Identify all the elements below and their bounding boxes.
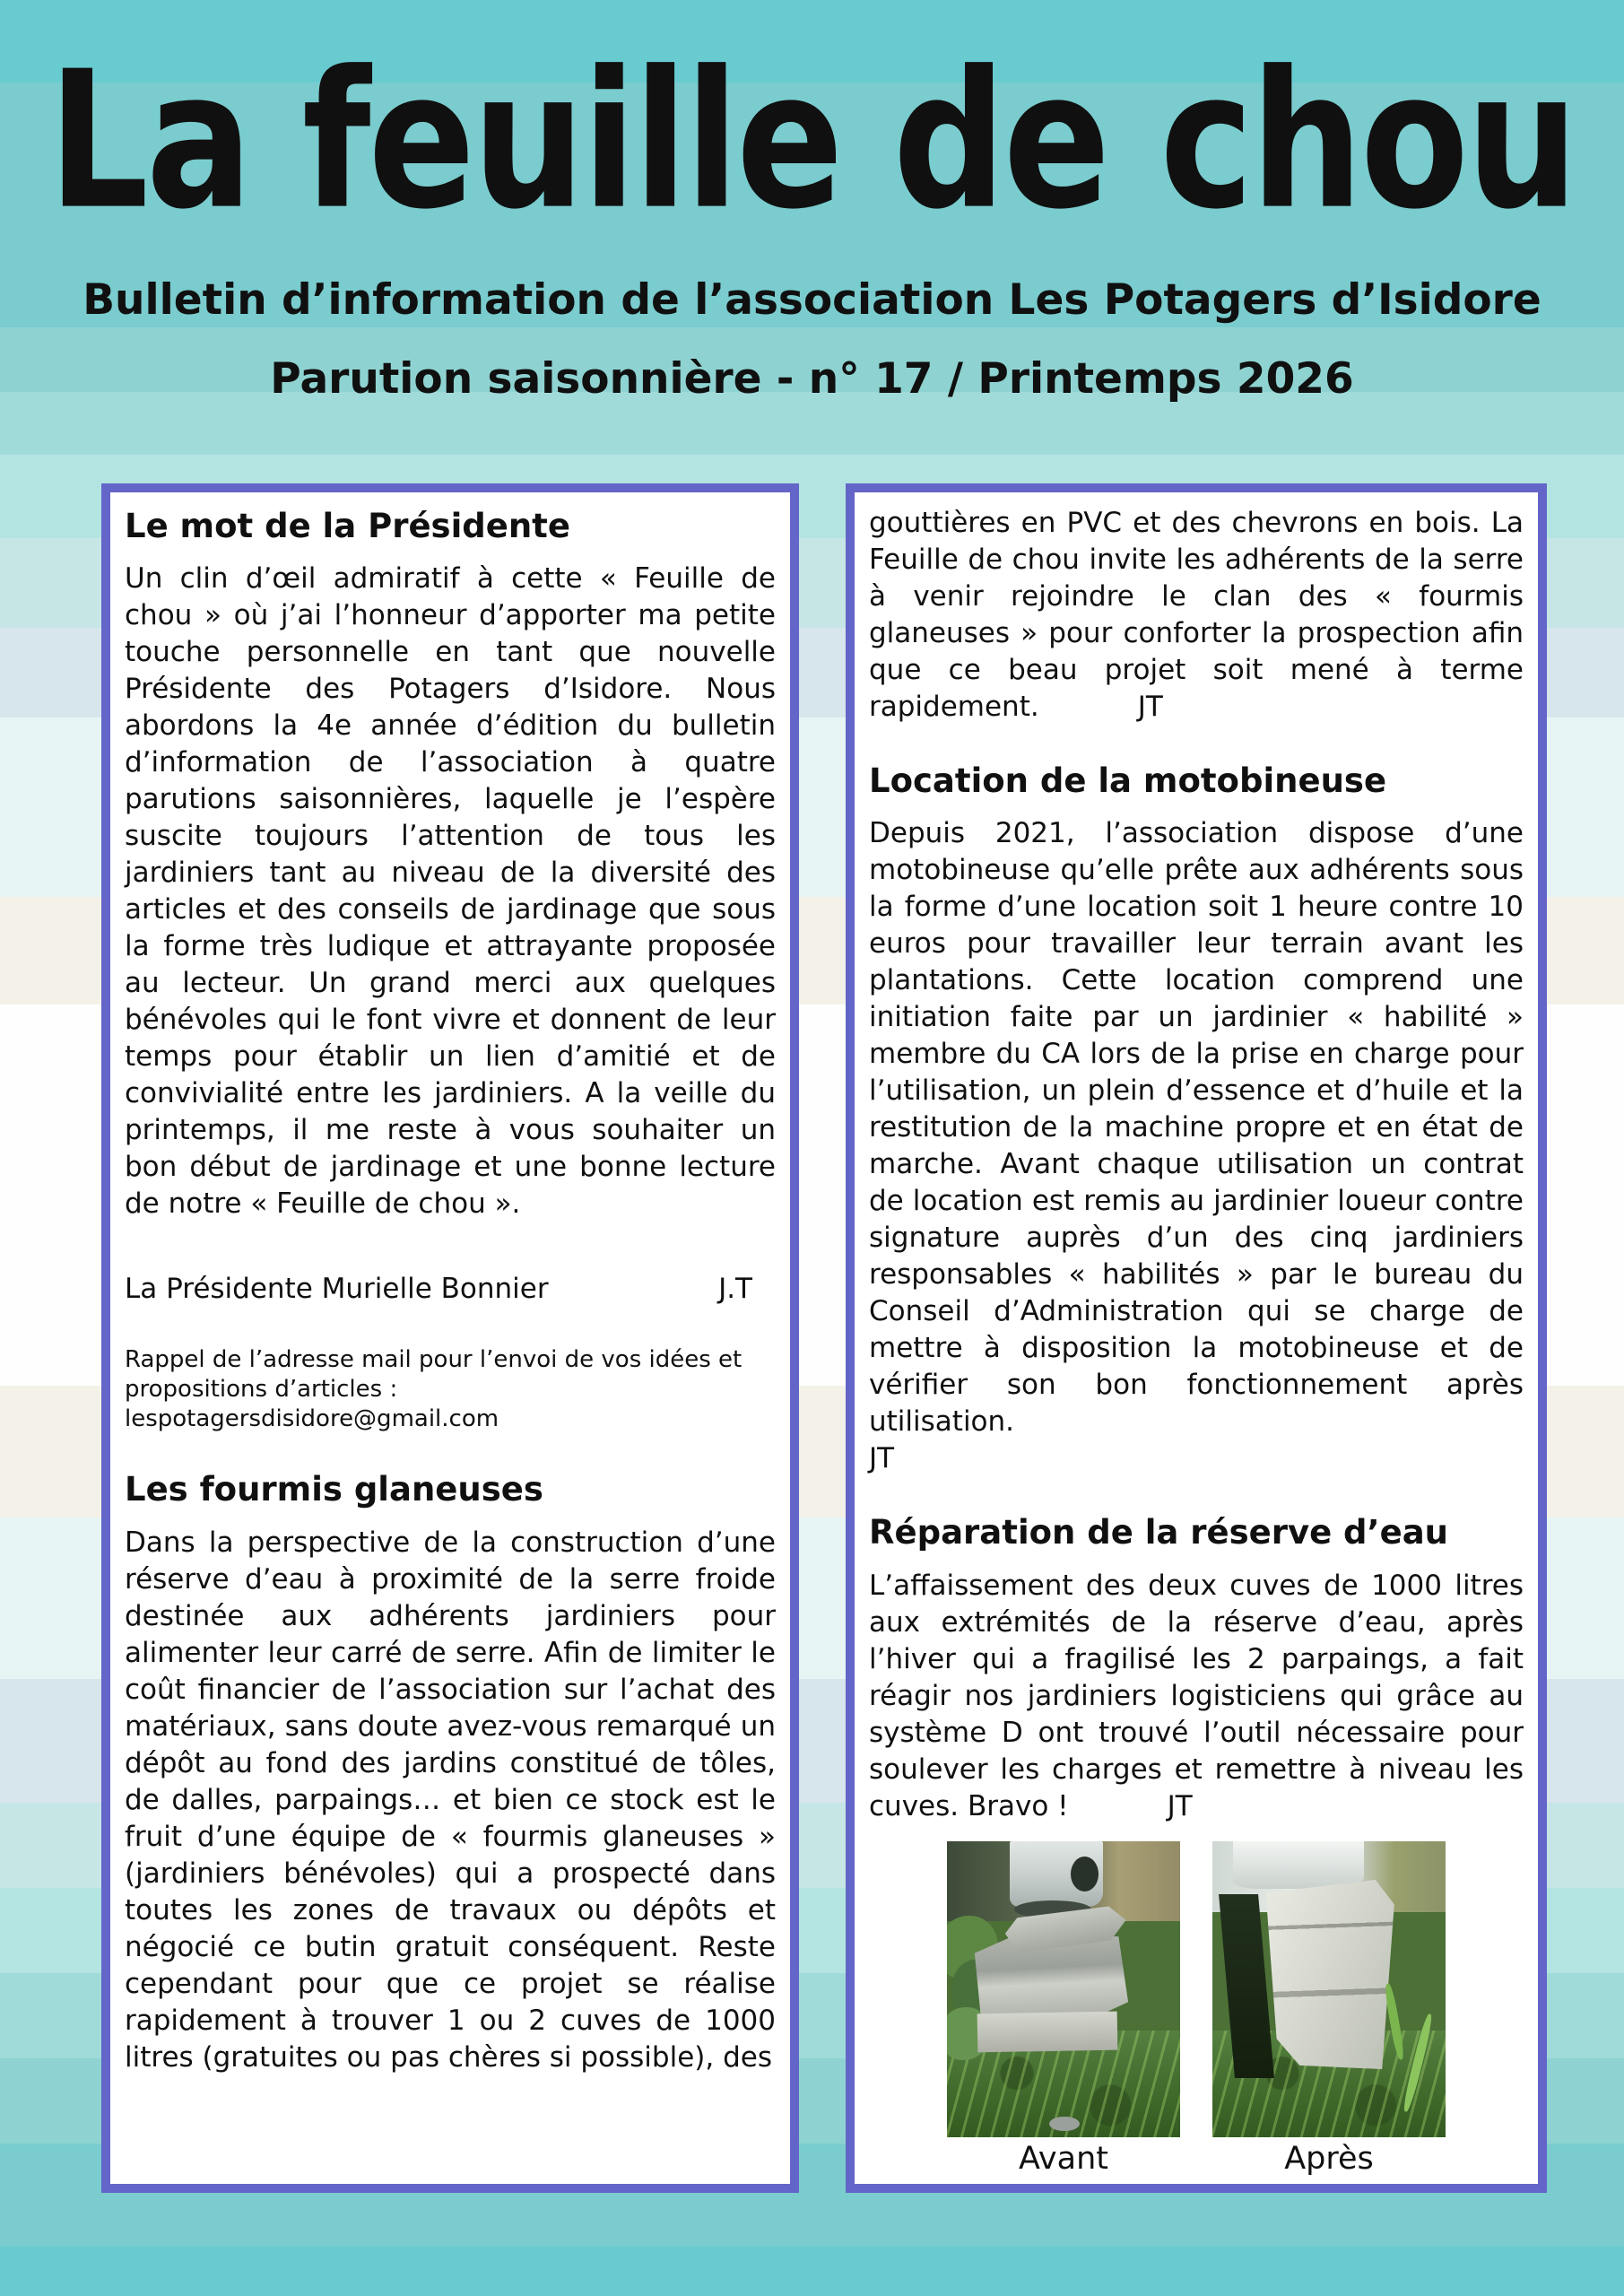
- body-reparation-reserve: [869, 1568, 1524, 1825]
- figure-after: [1212, 1841, 1446, 2177]
- author-initials: JT: [1137, 691, 1163, 723]
- heading-location-motobineuse: Location de la motobineuse: [869, 761, 1387, 800]
- water-tank-shape: [1233, 1841, 1364, 1889]
- signature-row: [125, 1271, 776, 1308]
- signature-initials: J.T: [718, 1273, 752, 1306]
- heading-reparation-reserve: Réparation de la réserve d’eau: [869, 1513, 1449, 1552]
- body-fourmis-continuation: [869, 505, 1524, 726]
- tank-hole-shape: [1071, 1857, 1099, 1892]
- author-initials: JT: [869, 1442, 895, 1475]
- subtitle-line2: Parution saisonnière - n° 17 / Printemps 2026: [270, 354, 1354, 404]
- body-mot-presidente: Un clin d’œil admiratif à cette « Feuille de chou » où j’ai l’honneur d’apporter ma petite touche personnelle en tant que nouvelle Présidente des Potagers d’Isidore. Nous abordons la 4e année d’édition du bulletin d’information de l’association à quatre parutions saisonnières, laquelle je l’espère suscite toujours l’attention de tous les jardiniers tant au niveau de la diversité des articles et des conseils de jardinage que sous la forme très ludique et attrayante proposée au lecteur. Un grand merci aux quelques bénévoles qui le font vivre et donnent de leur temps pour établir un lien d’amitié et de convivialité entre les jardiniers. A la veille du printemps, il me reste à vous souhaiter un bon début de jardinage et une bonne lecture de notre « Feuille de chou ».: [125, 562, 776, 1221]
- heading-fourmis-glaneuses: Les fourmis glaneuses: [125, 1470, 543, 1509]
- broken-block-shape: [977, 2012, 1117, 2053]
- photo-before-broken-blocks: [947, 1841, 1180, 2137]
- subtitle-line1: Bulletin d’information de l’association Les Potagers d’Isidore: [83, 275, 1541, 325]
- block-stack-shape: [1259, 1880, 1394, 2069]
- left-column-panel: [101, 483, 799, 2193]
- continuation-text: gouttières en PVC et des chevrons en bois. La Feuille de chou invite les adhérents de la serre à venir rejoindre le clan des « fourmis glaneuses » pour conforter la prospection afin que ce beau projet soit mené à terme rapidement.: [869, 507, 1524, 723]
- photos-row: [869, 1836, 1524, 2177]
- newsletter-title: La feuille de chou: [48, 30, 1576, 251]
- right-column-panel: [846, 483, 1547, 2193]
- caption-before: Avant: [1019, 2141, 1108, 2177]
- author-initials: JT: [1167, 1789, 1193, 1822]
- caption-after: Après: [1284, 2141, 1374, 2177]
- heading-mot-presidente: Le mot de la Présidente: [125, 507, 570, 545]
- bg-stripe: [0, 2247, 1624, 2296]
- email-address: lespotagersdisidore@gmail.com: [125, 1405, 499, 1433]
- figure-before: [947, 1841, 1180, 2177]
- reparation-text: L’affaissement des deux cuves de 1000 litres aux extrémités de la réserve d’eau, après l’hiver qui a fragilisé les 2 parpaings, a fait réagir nos jardiniers logisticiens qui grâce au système D ont trouvé l’outil nécessaire pour soulever les charges et remettre à niveau les cuves. Bravo !: [869, 1569, 1524, 1822]
- body-location-motobineuse: Depuis 2021, l’association dispose d’une motobineuse qu’elle prête aux adhérents sous la forme d’une location soit 1 heure contre 10 euros pour travailler leur terrain avant les plantations. Cette location comprend une initiation faite par un jardinier « habilité » membre du CA lors de la prise en charge pour l’utilisation, un plein d’essence et d’huile et la restitution de la machine propre et en état de marche. Avant chaque utilisation un contrat de location est remis au jardinier loueur contre signature auprès d’un des cinq jardiniers responsables « habilités » par le bureau du Conseil d’Administration qui se charge de mettre à disposition la motobineuse et de vérifier son bon fonctionnement après utilisation.: [869, 817, 1524, 1439]
- mail-reminder-note: [125, 1345, 776, 1434]
- columns: [101, 483, 1547, 2193]
- body-fourmis-glaneuses: Dans la perspective de la construction d’une réserve d’eau à proximité de la serre froide destinée aux adhérents jardiniers pour alimenter leur carré de serre. Afin de limiter le coût financier de l’association sur l’achat des matériaux, sans doute avez-vous remarqué un dépôt au fond des jardins constitué de tôles, de dalles, parpaings… et bien ce stock est le fruit d’une équipe de « fourmis glaneuses » (jardiniers bénévoles) qui a prospecté dans toutes les zones de travaux ou dépôts et négocié ce butin gratuit conséquent. Reste cependant pour que ce projet se réalise rapidement à trouver 1 ou 2 cuves de 1000 litres (gratuites ou pas chères si possible), des: [125, 1526, 776, 2074]
- photo-after-repaired-blocks: [1212, 1841, 1446, 2137]
- signature-name: La Présidente Murielle Bonnier: [125, 1273, 549, 1306]
- mail-note-text: Rappel de l’adresse mail pour l’envoi de vos idées et propositions d’articles :: [125, 1346, 743, 1404]
- masthead: [0, 0, 1624, 404]
